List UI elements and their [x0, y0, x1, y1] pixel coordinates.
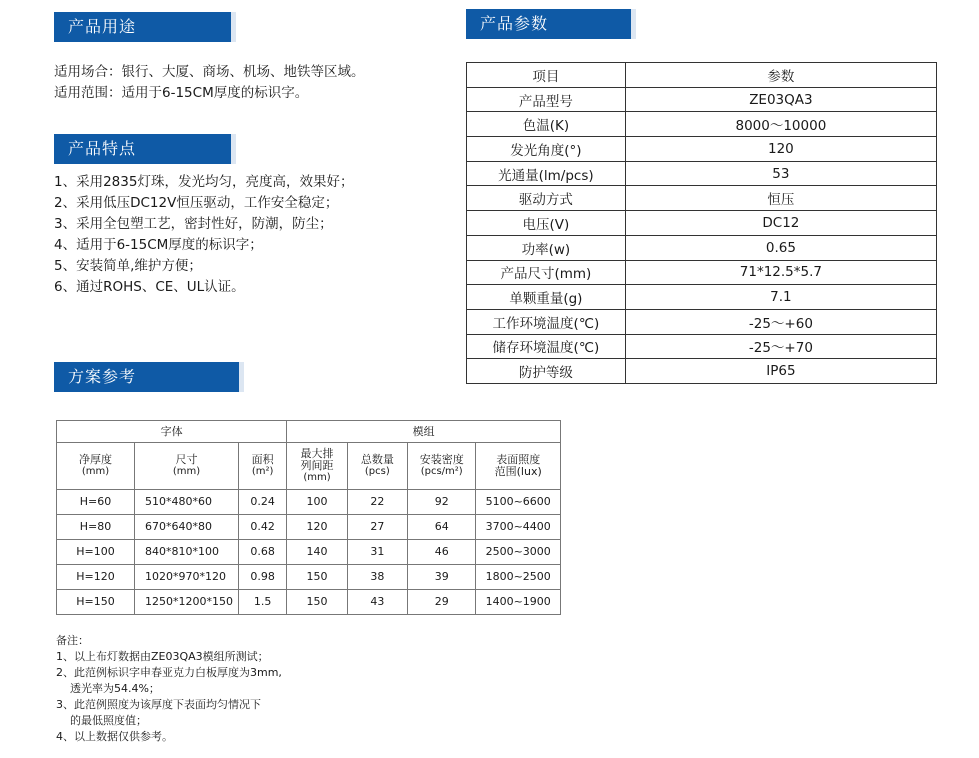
param-name: 防护等级	[467, 359, 626, 384]
param-value: 120	[625, 137, 936, 162]
table-cell: 5100~6600	[476, 490, 561, 515]
feature-item: 6、通过ROHS、CE、UL认证。	[54, 279, 245, 295]
header-label: 列间距	[300, 459, 334, 472]
table-cell: 840*810*100	[135, 540, 239, 565]
parameter-table	[466, 62, 937, 384]
header-label: 表面照度	[496, 453, 541, 466]
param-name: 产品型号	[467, 87, 626, 112]
param-name: 发光角度(°)	[467, 137, 626, 162]
header-label: 安装密度	[419, 453, 464, 466]
table-cell: 22	[347, 490, 407, 515]
table-cell: 92	[408, 490, 476, 515]
header-unit: (pcs)	[364, 466, 390, 477]
table-cell: 1.5	[238, 590, 286, 615]
param-value: 恒压	[625, 186, 936, 211]
usage-line: 适用范围：适用于6-15CM厚度的标识字。	[54, 85, 309, 101]
param-name: 产品尺寸(mm)	[467, 260, 626, 285]
header-cell	[135, 443, 239, 490]
table-row	[467, 334, 937, 359]
param-name: 色温(K)	[467, 112, 626, 137]
table-row	[467, 359, 937, 384]
param-value: -25～+60	[625, 309, 936, 334]
table-cell: 670*640*80	[135, 515, 239, 540]
table-row	[467, 161, 937, 186]
scheme-table	[56, 420, 561, 615]
table-cell: 38	[347, 565, 407, 590]
usage-text	[54, 62, 365, 104]
table-header-row	[467, 63, 937, 88]
table-row	[57, 540, 561, 565]
feature-item: 4、适用于6-15CM厚度的标识字；	[54, 237, 263, 253]
header-cell	[347, 443, 407, 490]
table-cell: 43	[347, 590, 407, 615]
header-unit: (pcs/m²)	[420, 466, 463, 477]
table-row	[467, 285, 937, 310]
table-row	[57, 515, 561, 540]
header-cell	[408, 443, 476, 490]
header-cell: 参数	[625, 63, 936, 88]
table-cell: 64	[408, 515, 476, 540]
header-cell	[238, 443, 286, 490]
param-name: 单颗重量(g)	[467, 285, 626, 310]
header-cell: 项目	[467, 63, 626, 88]
table-row	[57, 565, 561, 590]
note-line: 1、以上布灯数据由ZE03QA3模组所测试；	[56, 650, 269, 663]
header-label: 净厚度	[79, 453, 113, 466]
param-value: 0.65	[625, 235, 936, 260]
table-cell: 1800~2500	[476, 565, 561, 590]
header-unit: (m²)	[251, 466, 274, 477]
feature-item: 3、采用全包塑工艺，密封性好，防潮，防尘；	[54, 216, 333, 232]
table-cell: H=80	[57, 515, 135, 540]
param-value: 7.1	[625, 285, 936, 310]
group-header-font: 字体	[57, 421, 287, 443]
param-value: 53	[625, 161, 936, 186]
header-label: 范围(lux)	[494, 465, 542, 478]
param-value: 8000～10000	[625, 112, 936, 137]
header-label: 尺寸	[175, 453, 198, 466]
table-row	[467, 309, 937, 334]
table-cell: 39	[408, 565, 476, 590]
header-unit: (mm)	[172, 466, 201, 477]
note-line: 的最低照度值；	[56, 714, 147, 727]
param-value: -25～+70	[625, 334, 936, 359]
notes-title: 备注：	[56, 634, 89, 647]
table-cell: 510*480*60	[135, 490, 239, 515]
note-line: 透光率为54.4%；	[56, 682, 160, 695]
table-row	[467, 137, 937, 162]
header-unit: (mm)	[303, 472, 331, 483]
feature-item: 2、采用低压DC12V恒压驱动，工作安全稳定；	[54, 195, 339, 211]
param-value: DC12	[625, 211, 936, 236]
table-cell: H=150	[57, 590, 135, 615]
table-row	[467, 235, 937, 260]
table-group-row	[57, 421, 561, 443]
param-name: 工作环境温度(℃)	[467, 309, 626, 334]
param-value: IP65	[625, 359, 936, 384]
table-cell: H=60	[57, 490, 135, 515]
table-cell: 0.68	[238, 540, 286, 565]
param-value: ZE03QA3	[625, 87, 936, 112]
table-row	[57, 490, 561, 515]
table-cell: H=120	[57, 565, 135, 590]
param-name: 驱动方式	[467, 186, 626, 211]
param-name: 功率(w)	[467, 235, 626, 260]
param-value: 71*12.5*5.7	[625, 260, 936, 285]
section-header-usage: 产品用途	[54, 12, 236, 42]
feature-item: 5、安装简单,维护方便；	[54, 258, 202, 274]
table-cell: 0.98	[238, 565, 286, 590]
table-cell: 140	[287, 540, 347, 565]
table-cell: 100	[287, 490, 347, 515]
table-row	[467, 112, 937, 137]
table-row	[467, 87, 937, 112]
table-row	[467, 211, 937, 236]
table-cell: 0.24	[238, 490, 286, 515]
table-cell: 46	[408, 540, 476, 565]
table-row	[57, 590, 561, 615]
notes	[56, 633, 282, 745]
table-cell: H=100	[57, 540, 135, 565]
header-cell	[57, 443, 135, 490]
param-name: 电压(V)	[467, 211, 626, 236]
table-header-row	[57, 443, 561, 490]
table-row	[467, 260, 937, 285]
group-header-module: 模组	[287, 421, 561, 443]
header-unit: (mm)	[81, 466, 110, 477]
table-cell: 1020*970*120	[135, 565, 239, 590]
note-line: 2、此范例标识字申春亚克力白板厚度为3mm,	[56, 666, 282, 679]
note-line: 3、此范例照度为该厚度下表面均匀情况下	[56, 698, 261, 711]
table-cell: 120	[287, 515, 347, 540]
section-header-features: 产品特点	[54, 134, 236, 164]
table-row	[467, 186, 937, 211]
table-cell: 31	[347, 540, 407, 565]
table-cell: 1250*1200*150	[135, 590, 239, 615]
section-header-params: 产品参数	[466, 9, 636, 39]
param-name: 光通量(lm/pcs)	[467, 161, 626, 186]
table-cell: 150	[287, 590, 347, 615]
table-cell: 3700~4400	[476, 515, 561, 540]
table-cell: 27	[347, 515, 407, 540]
header-label: 最大排	[300, 447, 334, 460]
feature-item: 1、采用2835灯珠，发光均匀，亮度高，效果好；	[54, 174, 354, 190]
param-name: 储存环境温度(℃)	[467, 334, 626, 359]
features-list	[54, 172, 353, 298]
header-cell	[287, 443, 347, 490]
header-cell	[476, 443, 561, 490]
note-line: 4、以上数据仅供参考。	[56, 730, 173, 743]
section-header-scheme: 方案参考	[54, 362, 244, 392]
table-cell: 1400~1900	[476, 590, 561, 615]
table-cell: 29	[408, 590, 476, 615]
table-cell: 0.42	[238, 515, 286, 540]
usage-line: 适用场合：银行、大厦、商场、机场、地铁等区域。	[54, 64, 365, 80]
table-cell: 2500~3000	[476, 540, 561, 565]
header-label: 面积	[251, 453, 274, 466]
header-label: 总数量	[360, 453, 394, 466]
table-cell: 150	[287, 565, 347, 590]
